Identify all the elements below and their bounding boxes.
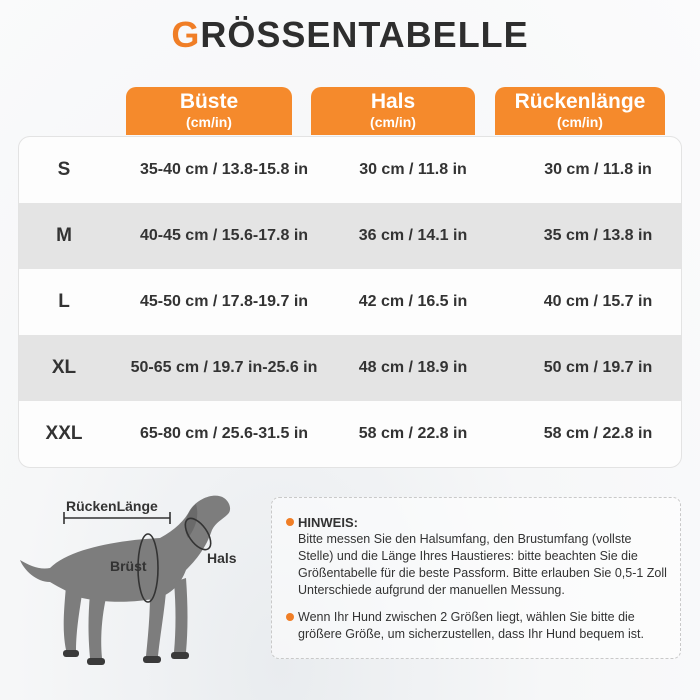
neck-cell: 48 cm / 18.9 in [358,359,468,376]
bust-cell: 50-65 cm / 19.7 in-25.6 in [130,359,318,376]
title-first-letter: G [171,14,201,55]
table-row [19,269,682,335]
column-name: Büste [179,90,239,113]
back-length-label: RückenLänge [66,498,158,514]
chest-label: Brüst [110,558,147,574]
bullet-icon [286,613,294,621]
title-rest: RÖSSENTABELLE [200,14,529,55]
bust-cell: 45-50 cm / 17.8-19.7 in [139,293,309,310]
neck-cell: 42 cm / 16.5 in [358,293,468,310]
size-cell: XXL [45,423,83,444]
column-unit: (cm/in) [370,114,416,130]
table-row [19,203,682,269]
bust-cell: 65-80 cm / 25.6-31.5 in [139,425,309,442]
back-length-cell: 50 cm / 19.7 in [543,359,653,376]
page-title [0,14,700,56]
table-row [19,137,682,203]
bust-cell: 35-40 cm / 13.8-15.8 in [139,161,309,178]
note-heading: HINWEIS: [298,515,358,530]
column-name: Hals [370,90,416,113]
bullet-icon [286,518,294,526]
neck-cell: 58 cm / 22.8 in [358,425,468,442]
column-header-bust [126,87,292,135]
size-cell: M [56,225,72,246]
size-cell: S [57,159,71,180]
neck-cell: 30 cm / 11.8 in [359,161,467,178]
note-item [286,514,668,599]
column-name: Rückenlänge [514,90,646,113]
column-unit: (cm/in) [557,114,603,130]
column-unit: (cm/in) [186,114,232,130]
table-row [19,401,682,467]
neck-cell: 36 cm / 14.1 in [358,227,468,244]
neck-label: Hals [207,550,237,566]
note-item [286,609,668,643]
note-text: Bitte messen Sie den Halsumfang, den Brustumfang (vollste Stelle) und die Länge Ihres Haustieres: bitte beachten Sie die Größentabelle für die beste Passform. Bitte erlauben Sie 0,5-1 Zoll Unterschiede aufgrund der manuellen Messung. [298,532,667,597]
column-header-neck [311,87,475,135]
back-length-cell: 35 cm / 13.8 in [543,227,653,244]
column-header-back-length [495,87,665,135]
table-row [19,335,682,401]
back-length-cell: 58 cm / 22.8 in [543,425,653,442]
bust-cell: 40-45 cm / 15.6-17.8 in [139,227,309,244]
back-length-cell: 40 cm / 15.7 in [543,293,653,310]
back-length-cell: 30 cm / 11.8 in [544,161,652,178]
dog-silhouette-icon [10,490,260,680]
size-cell: L [58,291,70,312]
dog-measurement-diagram [10,490,260,680]
size-cell: XL [51,357,77,378]
notes-box [271,497,681,659]
size-table [18,136,682,468]
note-text: Wenn Ihr Hund zwischen 2 Größen liegt, wählen Sie bitte die größere Größe, um sicherzustellen, dass Ihr Hund bequem ist. [298,610,644,641]
